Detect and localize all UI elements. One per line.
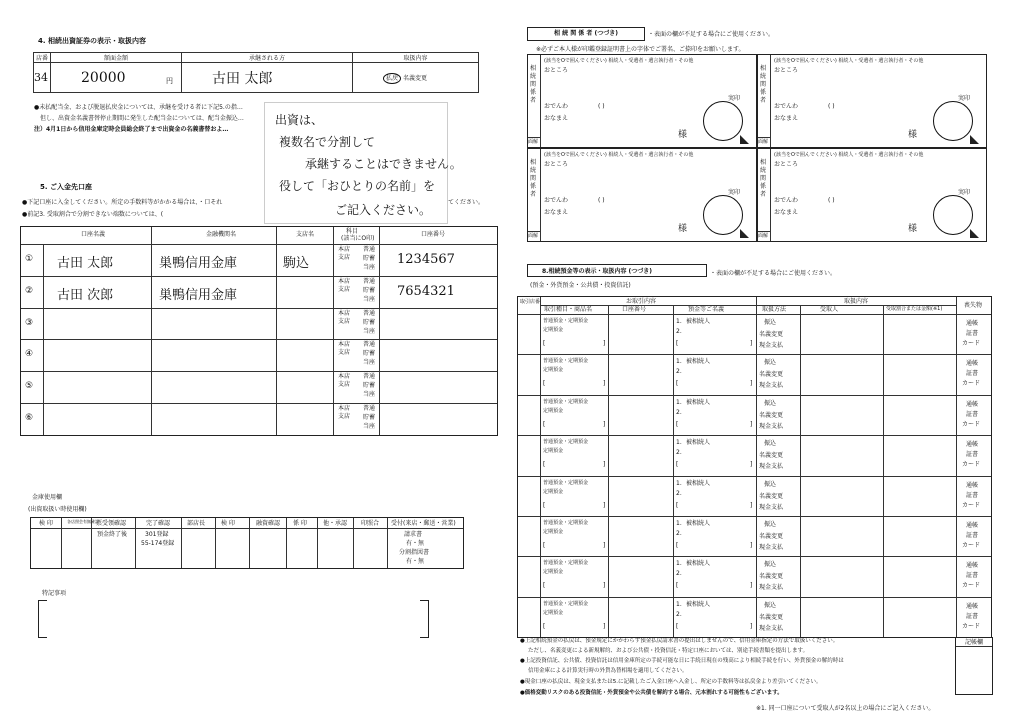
sec8-method-rename[interactable]: 名義変更: [759, 492, 784, 500]
sec8-h-ratio: 受取割合または金額(※1): [886, 306, 943, 312]
sec8-lost-card[interactable]: カード: [962, 622, 981, 630]
acct-row-toza[interactable]: 当座: [363, 359, 376, 367]
kinko-55: 55-174登録: [141, 540, 175, 547]
sec8-bracket-l-icon: [: [543, 622, 546, 630]
sec4-heir: 古田 太郎: [212, 70, 273, 87]
acct-row-name[interactable]: 古田 太郎: [57, 256, 114, 271]
sec8-bracket-r-icon: ]: [603, 542, 606, 549]
sec8-bracket-r2-icon: ]: [750, 340, 753, 347]
sec4-amount: 20000: [81, 69, 126, 86]
heir-addr-label: おところ: [774, 161, 799, 168]
heir-name-label: おなまえ: [544, 209, 569, 216]
sec8-bracket-l2-icon: [: [676, 340, 679, 347]
acct-row-toza[interactable]: 当座: [363, 391, 376, 399]
kinko-301: 301登録: [145, 531, 169, 538]
kinko-paid: 預金終了後: [97, 531, 128, 538]
sec8-bracket-l-icon: [: [543, 380, 546, 388]
sec8-h-oshi: お取引内容: [626, 298, 657, 305]
sec8-kind2: 定期預金: [543, 488, 564, 495]
heir-tel-paren: ( ): [598, 103, 605, 110]
sec8-lost-card[interactable]: カード: [962, 380, 981, 388]
acct-row-honten[interactable]: 本店: [338, 277, 351, 285]
kinko-h-approve: 他・承認: [323, 520, 348, 527]
sec8-kind1: 普通預金・定期預金: [543, 318, 589, 324]
heir-tel-paren: ( ): [598, 197, 605, 204]
sec8-lost-cert[interactable]: 証書: [966, 491, 979, 499]
heir-jitsuin: 実印: [958, 95, 971, 102]
memo-line5: ご記入ください。: [335, 203, 432, 217]
heir-block: [527, 148, 757, 242]
tokki-bracket-right: [420, 600, 429, 638]
kinyu-box: [955, 637, 993, 695]
sec8-lost-card[interactable]: カード: [962, 582, 981, 590]
heir-tel-label: おでんわ: [774, 103, 798, 110]
sec8-method-cash[interactable]: 現金支払: [759, 503, 784, 511]
sec4-opt-refund[interactable]: 払戻: [383, 73, 401, 84]
memo-line3: 承継することはできません。: [305, 157, 462, 171]
sec8-method-rename[interactable]: 名義変更: [759, 371, 784, 379]
sec8-bracket-r-icon: ]: [603, 461, 606, 469]
sec8-h-kind: 取引種目・商品名: [544, 306, 593, 313]
sec8-lost-card[interactable]: カード: [962, 340, 981, 347]
acct-row-shiten[interactable]: 支店: [338, 349, 351, 357]
heir-jitsuin: 実印: [728, 189, 741, 196]
sec8-method-rename[interactable]: 名義変更: [759, 411, 784, 419]
heir-sama: 様: [678, 224, 688, 234]
kinko-h-check2: 検 印: [221, 520, 235, 527]
sec8-bracket-r-icon: ]: [603, 380, 606, 388]
acct-row-no: ①: [25, 254, 34, 264]
section5-title: 5. ご入金先口座: [40, 183, 92, 191]
heirs-title-note: ・表面の欄が不足する場合にご使用ください。: [648, 31, 775, 38]
sec8-bracket-l-icon: [: [543, 340, 546, 347]
heir-bottom: 面解: [758, 139, 769, 145]
acct-row-shiten[interactable]: 支店: [338, 285, 351, 293]
sec8-h-lost: 喪失物: [964, 302, 983, 309]
sec8-method-cash[interactable]: 現金支払: [759, 422, 784, 430]
acct-row-toza[interactable]: 当座: [363, 423, 376, 430]
acct-row-toza[interactable]: 当座: [363, 327, 376, 335]
notes-6: ●価格変動リスクのある投資信託・外貨預金や公共債を解約する場合、元本割れする可能性もございます。: [520, 690, 783, 696]
sec8-method-rename[interactable]: 名義変更: [759, 452, 784, 460]
corner-mark-icon: [970, 135, 979, 144]
sec4-yen: 円: [166, 77, 173, 85]
notes-4: 信用金庫による計算実行時の外貨為替相場を適用してください。: [528, 668, 688, 674]
sec8-holder1: 1.: [676, 479, 682, 487]
acct-row-futsu[interactable]: 普通: [363, 309, 376, 317]
heir-name-label: おなまえ: [774, 209, 799, 216]
heir-name-label: おなまえ: [544, 115, 569, 122]
tokki-label: 特記事項: [42, 590, 67, 597]
corner-mark-icon: [740, 229, 749, 238]
sec8-bracket-l2-icon: [: [676, 501, 679, 509]
heir-sama: 様: [678, 130, 688, 140]
heir-seal-circle[interactable]: [933, 101, 973, 141]
heir-side-label: 相続関係者: [760, 159, 767, 198]
sec8-kind1: 普通預金・定期預金: [543, 600, 589, 607]
sec8-method-cash[interactable]: 現金支払: [759, 544, 784, 551]
sec8-kind2: 定期預金: [543, 327, 564, 333]
kinko-h-staff: 係 印: [293, 520, 307, 527]
sec8-holder1b: 被相続人: [686, 479, 711, 487]
sec8-lost-cert[interactable]: 証書: [966, 532, 979, 539]
sec8-h-holder: 預金等ご名義: [688, 306, 725, 313]
sec5-note1: ●下記口座に入金してください。所定の手数料等がかかる場合は、・口それ: [22, 199, 223, 206]
sec8-title: 8.相続預金等の表示・取扱内容 (つづき): [527, 264, 707, 277]
sec4-h-branch: 店番: [34, 53, 51, 63]
sec8-method-cash[interactable]: 現金支払: [759, 624, 784, 632]
heir-jitsuin: 実印: [728, 95, 741, 102]
deposit-account-table: [20, 226, 498, 436]
heir-sama: 様: [908, 130, 918, 140]
memo-line2: 複数名で分割して: [279, 135, 376, 149]
kinko-h-done: 完了確認: [146, 520, 171, 527]
kinko-h-manager: 部店長: [187, 520, 206, 527]
sec8-bracket-l-icon: [: [543, 501, 546, 509]
sec8-method-rename[interactable]: 名義変更: [759, 331, 784, 338]
sec8-bracket-l-icon: [: [543, 582, 546, 590]
acct-row-futsu[interactable]: 普通: [363, 341, 376, 349]
corner-mark-icon: [740, 135, 749, 144]
sec8-sub: (預金・外貨預金・公共債・投資信託): [530, 282, 631, 289]
sec8-lost-passbook[interactable]: 通帳: [966, 562, 979, 570]
acct-row-shiten[interactable]: 支店: [338, 413, 351, 420]
kinko-h-confirm: 各店照会有無確認: [67, 519, 99, 524]
kinko-table: [30, 517, 464, 569]
sec8-h-method: 取扱方法: [762, 306, 787, 313]
footnote: ※1. 同一口座について受取人が2名以上の場合にご記入ください。: [756, 705, 935, 712]
heir-bottom: 面解: [528, 139, 539, 145]
sec8-bracket-r2-icon: ]: [750, 380, 753, 388]
acct-row-honten[interactable]: 本店: [338, 246, 351, 253]
acct-row-futsu[interactable]: 普通: [363, 373, 376, 381]
section4-table: [33, 52, 479, 93]
heir-role[interactable]: (該当をOで囲んでください) 相続人・受遺者・遺言執行者・その他: [774, 152, 924, 158]
sec8-lost-cert[interactable]: 証書: [966, 451, 979, 459]
kinko-h-check: 検 印: [39, 520, 53, 527]
acct-row-no: ③: [25, 317, 34, 328]
sec8-bracket-r2-icon: ]: [750, 542, 753, 549]
sec8-bracket-r-icon: ]: [603, 420, 606, 428]
sec8-lost-passbook[interactable]: 通帳: [966, 360, 979, 368]
sec5-note1-end: てください。: [448, 199, 485, 206]
sec8-holder1: 1.: [676, 600, 682, 608]
acct-row-bank[interactable]: 巣鴨信用金庫: [159, 256, 238, 271]
sec8-kind1: 普通預金・定期預金: [543, 398, 589, 405]
memo-line1: 出資は、: [275, 113, 324, 127]
sec8-lost-passbook[interactable]: 通帳: [966, 400, 979, 408]
notes-1: ●上記相続預金の払戻は、預金規定にかかわらず預金払戻請求書の提出はしませんので、信用金庫指定の方法で取扱いください。: [520, 638, 839, 644]
sec4-h-heir: 承継される方: [182, 53, 353, 63]
acct-row-no: ②: [25, 285, 34, 296]
heir-role[interactable]: (該当をOで囲んでください) 相続人・受遺者・遺言執行者・その他: [544, 58, 694, 64]
sec4-h-amount: 額面金額: [51, 53, 182, 63]
sec8-bracket-r-icon: ]: [603, 340, 606, 347]
heir-block: [527, 54, 757, 148]
sec8-bracket-l2-icon: [: [676, 622, 679, 630]
sec8-bracket-r2-icon: ]: [750, 582, 753, 590]
sec8-holder1b: 被相続人: [686, 520, 711, 527]
sec8-method-rename[interactable]: 名義変更: [759, 613, 784, 621]
heir-addr-label: おところ: [774, 67, 799, 74]
sec8-h-torihiki: 取引店番: [520, 299, 541, 305]
acct-row-toza[interactable]: 当座: [363, 295, 376, 303]
sec8-method-transfer[interactable]: 振込: [764, 399, 777, 407]
sec5-h-type-sub: (該当にO印): [341, 235, 375, 242]
sec8-holder1b: 被相続人: [686, 318, 711, 325]
sec8-lost-cert[interactable]: 証書: [966, 410, 979, 418]
sec4-h-handling: 取扱内容: [353, 53, 479, 63]
sec8-kind2: 定期預金: [543, 448, 564, 455]
sec8-lost-card[interactable]: カード: [962, 420, 981, 428]
acct-row-chochiku[interactable]: 貯蓄: [363, 255, 376, 262]
acct-row-chochiku[interactable]: 貯蓄: [363, 414, 376, 421]
heir-bottom: 面解: [528, 233, 539, 239]
acct-row-honten[interactable]: 本店: [338, 309, 351, 317]
sec8-bracket-r-icon: ]: [603, 501, 606, 509]
sec4-opt-rename[interactable]: 名義変更: [402, 75, 427, 82]
sec8-holder1: 1.: [676, 398, 682, 406]
sec8-bracket-r-icon: ]: [603, 622, 606, 630]
acct-row-honten[interactable]: 本店: [338, 405, 351, 412]
corner-mark-icon: [970, 229, 979, 238]
sec8-holder1b: 被相続人: [686, 600, 711, 608]
heir-tel-paren: ( ): [828, 197, 835, 204]
sec8-kind1: 普通預金・定期預金: [543, 520, 589, 526]
heir-addr-label: おところ: [544, 161, 569, 168]
kinko-sub: (出資取扱い時使用欄): [28, 506, 87, 513]
sec8-method-rename[interactable]: 名義変更: [759, 573, 784, 581]
sec8-holder1b: 被相続人: [686, 560, 711, 568]
sec8-method-transfer[interactable]: 振込: [764, 480, 777, 488]
sec4-note1: ●未払配当金、および脱退払戻金については、承継を受ける者に下記5.の指…: [34, 104, 243, 111]
tokki-bracket-left: [38, 600, 47, 638]
sec8-lost-passbook[interactable]: 通帳: [966, 441, 979, 449]
sec8-title-note: ・表面の欄が不足する場合にご使用ください。: [710, 270, 837, 277]
heir-seal-circle[interactable]: [703, 195, 743, 235]
sec8-holder2: 2.: [676, 610, 682, 618]
heir-role[interactable]: (該当をOで囲んでください) 相続人・受遺者・遺言執行者・その他: [774, 58, 924, 64]
sec8-lost-cert[interactable]: 証書: [966, 612, 979, 620]
sec8-method-cash[interactable]: 現金支払: [759, 584, 784, 592]
heir-tel-label: おでんわ: [544, 197, 568, 204]
heir-role[interactable]: (該当をOで囲んでください) 相続人・受遺者・遺言執行者・その他: [544, 152, 694, 158]
heir-sama: 様: [908, 224, 918, 234]
sec8-holder2: 2.: [676, 530, 682, 537]
heir-block: [757, 54, 987, 148]
sec8-bracket-l2-icon: [: [676, 542, 679, 549]
sec8-holder1: 1.: [676, 358, 682, 366]
sec8-bracket-l-icon: [: [543, 420, 546, 428]
sec8-holder2: 2.: [676, 328, 682, 335]
notes-3: ●上記投資信託、公共債、投資信託は信用金庫所定の手続可能な日に手続日現在の残高により相続手続を行い、外貨預金の解約時は: [520, 658, 844, 664]
sec8-method-transfer[interactable]: 振込: [764, 601, 777, 609]
sec8-kind2: 定期預金: [543, 609, 564, 616]
sec8-method-transfer[interactable]: 振込: [764, 561, 777, 569]
sec5-h-number: 口座番号: [421, 231, 446, 238]
sec8-method-cash[interactable]: 現金支払: [759, 342, 784, 349]
sec8-lost-card[interactable]: カード: [962, 501, 981, 509]
sec8-lost-passbook[interactable]: 通帳: [966, 320, 979, 327]
acct-row-branch[interactable]: 駒込: [283, 256, 310, 271]
acct-row-honten[interactable]: 本店: [338, 373, 351, 381]
kinko-yn2: 有・無: [406, 558, 425, 565]
sec8-holder2: 2.: [676, 570, 682, 578]
sec8-holder1: 1.: [676, 318, 682, 325]
acct-row-chochiku[interactable]: 貯蓄: [363, 382, 376, 390]
sec8-holder1: 1.: [676, 560, 682, 568]
sec8-bracket-l2-icon: [: [676, 420, 679, 428]
sec8-kind2: 定期預金: [543, 529, 564, 535]
sec8-lost-cert[interactable]: 証書: [966, 370, 979, 378]
heir-addr-label: おところ: [544, 67, 569, 74]
sec8-method-rename[interactable]: 名義変更: [759, 533, 784, 540]
kinko-req: 請求書: [404, 531, 423, 538]
acct-row-no: ⑤: [25, 381, 34, 392]
sec5-h-type: 科目: [346, 228, 359, 235]
sec8-bracket-r2-icon: ]: [750, 622, 753, 630]
heir-jitsuin: 実印: [958, 189, 971, 196]
sec5-h-name: 口座名義: [81, 231, 106, 238]
sec8-bracket-l2-icon: [: [676, 461, 679, 469]
sec8-method-transfer[interactable]: 振込: [764, 359, 777, 367]
sec8-bracket-l2-icon: [: [676, 380, 679, 388]
sec8-holder1b: 被相続人: [686, 439, 711, 447]
memo-line4: 役して「おひとりの名前」を: [279, 179, 436, 193]
heir-side-label: 相続関係者: [530, 159, 537, 198]
sec4-note3: 注）4月1日から信用金庫定時会員総会終了まで出資金の名義書替およ…: [34, 126, 229, 133]
kinko-h-receipt: 票受領確認: [96, 520, 127, 527]
sec8-lost-passbook[interactable]: 通帳: [966, 481, 979, 489]
sec8-lost-passbook[interactable]: 通帳: [966, 522, 979, 529]
kinyu-label: 記帳欄: [956, 638, 992, 647]
kinko-h-reception: 受付(来店・郵送・営業): [391, 520, 456, 527]
sec8-holder2: 2.: [676, 489, 682, 497]
acct-row-chochiku[interactable]: 貯蓄: [363, 286, 376, 294]
sec8-kind1: 普通預金・定期預金: [543, 358, 589, 365]
heir-side-label: 相続関係者: [530, 65, 537, 104]
sec4-branch: 34: [34, 63, 51, 93]
sec8-holder1: 1.: [676, 520, 682, 527]
acct-row-no: ④: [25, 349, 34, 360]
section4-title: 4. 相続出資証券の表示・取扱内容: [38, 37, 146, 45]
sec8-kind2: 定期預金: [543, 569, 564, 576]
sec8-bracket-l-icon: [: [543, 542, 546, 549]
sec8-bracket-r2-icon: ]: [750, 461, 753, 469]
sec8-holder1: 1.: [676, 439, 682, 447]
heirs-title: 相 続 関 係 者 (つづき): [527, 27, 645, 41]
sec5-note2: ●前記3. 受取割合で分割できない端数については、(: [22, 211, 164, 218]
sec8-kind1: 普通預金・定期預金: [543, 479, 589, 486]
acct-row-number[interactable]: 7654321: [397, 283, 455, 299]
sec8-bracket-r-icon: ]: [603, 582, 606, 590]
acct-row-toza[interactable]: 当座: [363, 264, 376, 271]
acct-row-name[interactable]: 古田 次郎: [57, 287, 114, 303]
acct-row-shiten[interactable]: 支店: [338, 381, 351, 389]
sec8-bracket-l2-icon: [: [676, 582, 679, 590]
acct-row-honten[interactable]: 本店: [338, 341, 351, 349]
heir-tel-paren: ( ): [828, 103, 835, 110]
sec8-bracket-r2-icon: ]: [750, 501, 753, 509]
sec8-holder2: 2.: [676, 449, 682, 457]
acct-row-futsu[interactable]: 普通: [363, 277, 376, 285]
sec8-method-transfer[interactable]: 振込: [764, 521, 777, 528]
heir-side-label: 相続関係者: [760, 65, 767, 104]
kinko-yn1: 有・無: [406, 540, 425, 547]
sec8-bracket-r2-icon: ]: [750, 420, 753, 428]
sec8-lost-passbook[interactable]: 通帳: [966, 602, 979, 610]
sec5-h-bank: 金融機関名: [206, 231, 237, 238]
sec8-h-handling: 取扱内容: [844, 298, 869, 305]
kinko-h-loan: 融資確認: [256, 520, 281, 527]
heir-tel-label: おでんわ: [774, 197, 798, 204]
sec4-note2: 但し、出資金名義書替停止期間に発生した配当金については、配当金振込…: [40, 115, 244, 122]
acct-row-futsu[interactable]: 普通: [363, 405, 376, 412]
acct-row-chochiku[interactable]: 貯蓄: [363, 318, 376, 326]
sec8-kind2: 定期預金: [543, 407, 564, 414]
sec8-method-transfer[interactable]: 振込: [764, 440, 777, 448]
sec8-lost-cert[interactable]: 証書: [966, 572, 979, 580]
kinko-split: 分割指図書: [399, 549, 430, 556]
sec8-method-transfer[interactable]: 振込: [764, 319, 777, 326]
acct-row-shiten[interactable]: 支店: [338, 254, 351, 261]
sec8-holder1b: 被相続人: [686, 358, 711, 366]
sec5-h-branch: 支店名: [296, 231, 315, 238]
acct-row-shiten[interactable]: 支店: [338, 317, 351, 325]
sec8-h-acct: 口座番号: [622, 306, 647, 313]
sec8-holder2: 2.: [676, 408, 682, 416]
heir-tel-label: おでんわ: [544, 103, 568, 110]
sec8-kind1: 普通預金・定期預金: [543, 560, 589, 567]
heirs-warn: ※必ずご本人様が印鑑登録証明書上の字体でご署名、ご捺印をお願いします。: [536, 46, 745, 53]
sec8-method-cash[interactable]: 現金支払: [759, 382, 784, 390]
acct-row-chochiku[interactable]: 貯蓄: [363, 350, 376, 358]
sec8-holder2: 2.: [676, 368, 682, 376]
memo-note: [264, 102, 462, 224]
heir-bottom: 面解: [758, 233, 769, 239]
sec8-lost-card[interactable]: カード: [962, 461, 981, 469]
sec8-h-receiver: 受取人: [820, 306, 839, 313]
heir-seal-circle[interactable]: [703, 101, 743, 141]
acct-row-futsu[interactable]: 普通: [363, 246, 376, 253]
notes-5: ●現金口座の払戻は、現金支払または5.に記載したご入金口座へ入金し、所定の手数料等は払戻金より差引いてください。: [520, 679, 822, 685]
sec8-bracket-l-icon: [: [543, 461, 546, 469]
kinko-title: 金庫使用欄: [32, 494, 63, 501]
sec8-holder1b: 被相続人: [686, 398, 711, 406]
heir-block: [757, 148, 987, 242]
sec8-kind1: 普通預金・定期預金: [543, 439, 589, 446]
sec8-lost-card[interactable]: カード: [962, 542, 981, 549]
sec8-lost-cert[interactable]: 証書: [966, 330, 979, 337]
acct-row-number[interactable]: 1234567: [397, 252, 455, 267]
notes-2: ただし、名義変更による新規解約、および公共債・投資信託・特定口座においては、別途手続書類を提出します。: [528, 648, 809, 654]
sec8-kind2: 定期預金: [543, 367, 564, 374]
sec8-table: [517, 296, 992, 638]
acct-row-bank[interactable]: 巣鴨信用金庫: [159, 287, 238, 303]
sec8-method-cash[interactable]: 現金支払: [759, 463, 784, 471]
kinko-h-seal: 印照合: [361, 520, 380, 527]
heir-seal-circle[interactable]: [933, 195, 973, 235]
acct-row-no: ⑥: [25, 413, 34, 423]
heir-name-label: おなまえ: [774, 115, 799, 122]
